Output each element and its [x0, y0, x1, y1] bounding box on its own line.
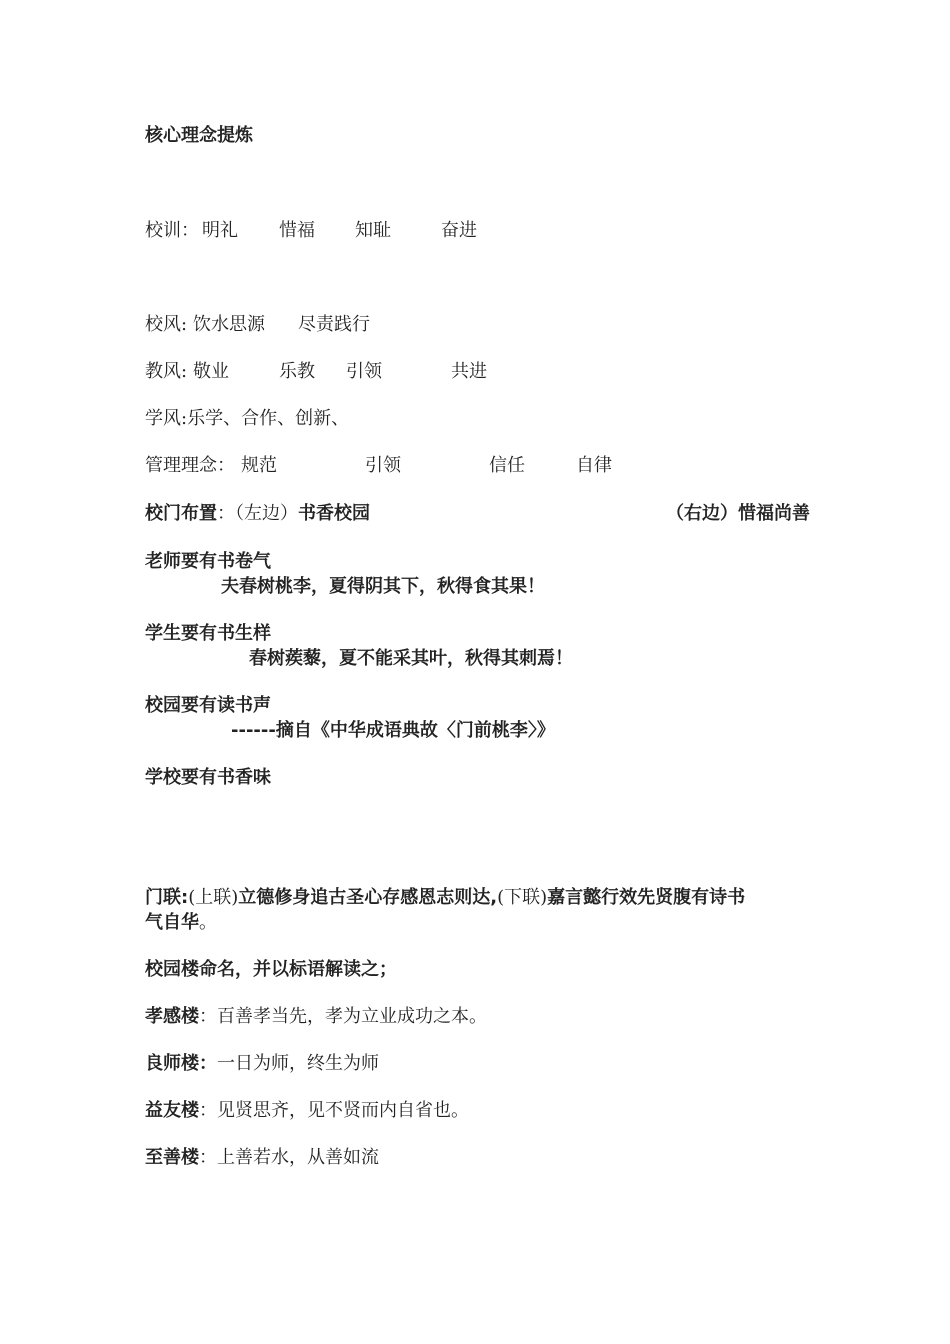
gate-colon: ：: [217, 503, 235, 524]
verse-heading: 校园要有读书声: [145, 695, 271, 716]
verse-heading: 学生要有书生样: [145, 623, 271, 644]
building-colon: ：: [199, 1100, 217, 1121]
page-title: 核心理念提炼: [145, 125, 253, 146]
school-spirit-item: 尽责践行: [298, 314, 370, 335]
couplet-end: 。: [199, 912, 217, 933]
school-spirit-label: 校风:: [145, 314, 188, 335]
gate-label: 校门布置: [145, 503, 217, 524]
study-spirit-row: [145, 407, 349, 431]
motto-label: 校训：: [145, 220, 199, 241]
management-row: [145, 454, 235, 478]
couplet-line-2: [145, 911, 217, 935]
couplet-lower-text: 嘉言懿行效先贤腹有诗书: [547, 887, 746, 908]
teaching-spirit-row: [145, 360, 187, 384]
building-slogan: 一日为师，终生为师: [217, 1053, 379, 1074]
couplet-lower-text-cont: 气自华: [145, 912, 199, 933]
gate-left-tag: （左边）: [235, 503, 298, 524]
motto-item: 知耻: [355, 220, 391, 241]
couplet-line-1: [145, 886, 745, 910]
motto-item: 惜福: [279, 220, 315, 241]
teaching-spirit-item: 乐教: [279, 361, 315, 382]
management-item: 引领: [365, 455, 401, 476]
building-row: [145, 1099, 469, 1123]
building-colon: ：: [199, 1147, 217, 1168]
building-slogan: 见贤思齐，见不贤而内自省也。: [217, 1100, 469, 1121]
building-row: [145, 1005, 487, 1029]
school-spirit-item: 饮水思源: [193, 314, 265, 335]
study-spirit-label: 学风:: [145, 408, 188, 429]
management-item: 自律: [576, 455, 612, 476]
verse-heading: 学校要有书香味: [145, 767, 271, 788]
gate-right: [666, 502, 810, 526]
building-slogan: 百善孝当先，孝为立业成功之本。: [217, 1006, 487, 1027]
management-item: 信任: [489, 455, 525, 476]
building-colon: ：: [199, 1053, 217, 1074]
motto-item: 奋进: [441, 220, 477, 241]
building-row: [145, 1052, 379, 1076]
teaching-spirit-item: 共进: [451, 361, 487, 382]
motto-row: [145, 219, 199, 243]
building-slogan: 上善若水，从善如流: [217, 1147, 379, 1168]
verse-heading: 老师要有书卷气: [145, 551, 271, 572]
gate-right-tag: （右边）: [666, 503, 738, 524]
gate-right-text: 惜福尚善: [738, 503, 810, 524]
building-row: [145, 1146, 379, 1170]
management-item: 规范: [241, 455, 277, 476]
management-label: 管理理念：: [145, 455, 235, 476]
study-spirit-text: 乐学、合作、创新、: [187, 408, 350, 429]
building-colon: ：: [199, 1006, 217, 1027]
verse-quote: ------摘自《中华成语典故〈门前桃李〉》: [231, 720, 555, 741]
couplet-upper-text: 立德修身追古圣心存感恩志则达,: [238, 887, 498, 908]
couplet-lower-tag: (下联): [497, 887, 548, 908]
verse-quote: 春树蒺藜，夏不能采其叶，秋得其刺焉！: [249, 648, 573, 669]
building-name: 孝感楼: [145, 1006, 199, 1027]
school-spirit-row: [145, 313, 187, 337]
motto-item: 明礼: [202, 220, 238, 241]
teaching-spirit-label: 教风:: [145, 361, 188, 382]
building-name: 益友楼: [145, 1100, 199, 1121]
building-name: 良师楼: [145, 1053, 199, 1074]
building-name: 至善楼: [145, 1147, 199, 1168]
verse-quote: 夫春树桃李，夏得阴其下，秋得食其果！: [221, 576, 545, 597]
teaching-spirit-item: 引领: [346, 361, 382, 382]
teaching-spirit-item: 敬业: [193, 361, 229, 382]
couplet-label: 门联:: [145, 887, 189, 908]
naming-intro: 校园楼命名，并以标语解读之；: [145, 959, 397, 980]
couplet-upper-tag: (上联): [188, 887, 239, 908]
gate-left-text: 书香校园: [298, 503, 370, 524]
gate-row: [145, 502, 370, 526]
